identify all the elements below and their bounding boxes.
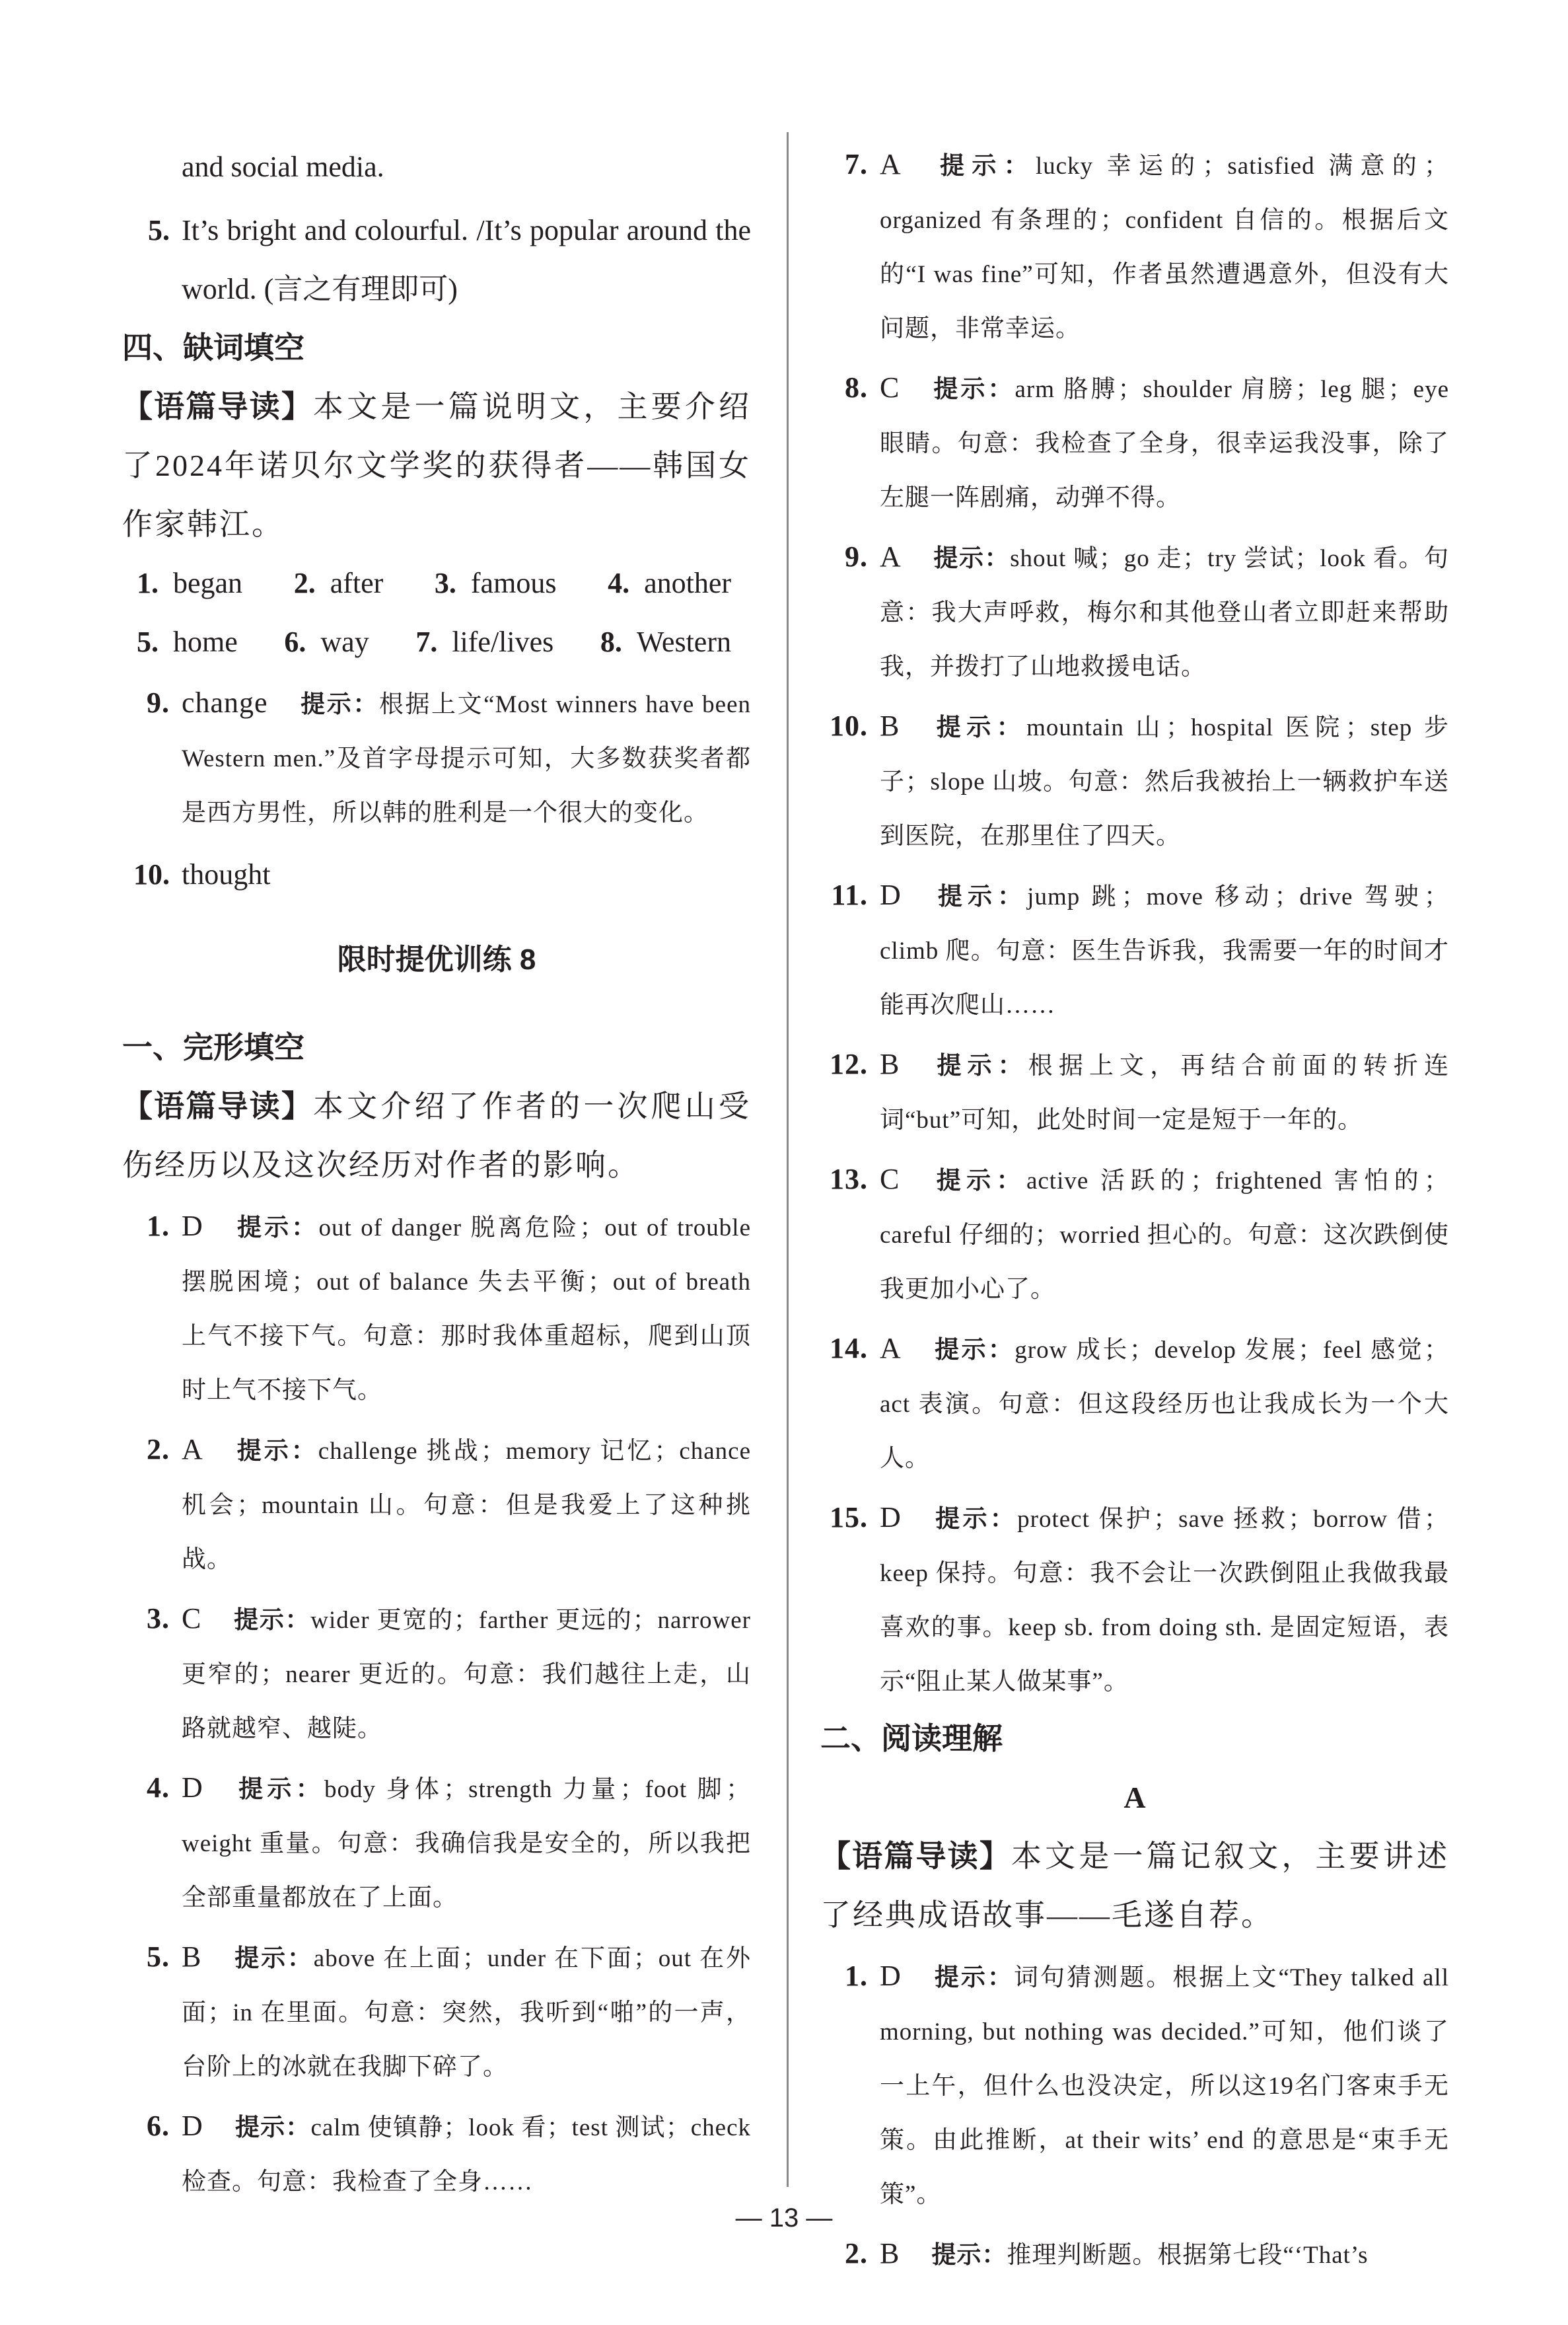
item-answer: C	[880, 371, 900, 404]
answer-item	[820, 1152, 1449, 1317]
hint-text: mountain 山；hospital 医院；step 步子；slope 山坡。句意：然后我被抬上一辆救护车送到医院，在那里住了四天。	[880, 714, 1449, 850]
answer-text: began	[173, 567, 243, 599]
hint-text: active 活跃的；frightened 害怕的；careful 仔细的；worried 担心的。句意：这次跌倒使我更加小心了。	[880, 1167, 1450, 1303]
answer-item	[820, 1037, 1449, 1148]
item-answer: D	[182, 2110, 203, 2142]
item-answer: A	[182, 1433, 203, 1465]
hint-text: calm 使镇静；look 看；test 测试；check 检查。句意：我检查了全身……	[182, 2114, 751, 2196]
answer-item	[820, 699, 1449, 864]
hint-label: 提示：	[931, 1052, 1028, 1079]
answer-word	[137, 612, 238, 671]
item-number: 3.	[147, 1602, 170, 1635]
answer-item	[122, 1199, 751, 1418]
answer-item	[122, 2099, 751, 2209]
section-heading: 一、完形填空	[122, 1030, 304, 1064]
answer-text: way	[320, 626, 369, 658]
hint-label: 提示：	[234, 1214, 319, 1241]
answer-text: after	[330, 567, 384, 599]
answer-text: home	[173, 626, 238, 658]
passage-guide	[122, 377, 751, 554]
guide-text: 本文是一篇记叙文，主要讲述了经典成语故事——毛遂自荐。	[820, 1839, 1450, 1932]
answer-item	[122, 845, 751, 904]
answer-item	[820, 1949, 1449, 2222]
guide-text: 本文介绍了作者的一次爬山受伤经历以及这次经历对作者的影响。	[122, 1089, 752, 1182]
hint-label: 提示：	[933, 152, 1036, 179]
answer-item	[820, 137, 1449, 356]
answer-item	[122, 201, 751, 318]
hint-label: 提示：	[933, 1964, 1014, 1991]
item-number: 6.	[284, 626, 306, 658]
item-number: 5.	[137, 626, 159, 658]
item-number: 1.	[845, 1960, 868, 1992]
hint-label: 提示：	[233, 1944, 314, 1972]
item-answer: D	[182, 1771, 203, 1804]
answer-word	[608, 554, 731, 612]
continuation-text: and social media.	[182, 151, 384, 183]
section-heading: 二、阅读理解	[820, 1721, 1003, 1755]
hint-label: 提示：	[234, 2114, 311, 2141]
item-number: 4.	[147, 1771, 170, 1804]
item-answer: A	[880, 1332, 902, 1364]
answer-item	[122, 1422, 751, 1587]
hint-text: 根据上文，再结合前面的转折连词“but”可知，此处时间一定是短于一年的。	[880, 1052, 1450, 1134]
item-answer: D	[880, 879, 902, 911]
item-answer: D	[880, 1501, 902, 1533]
training-title: 限时提优训练 8	[337, 943, 536, 976]
item-number: 4.	[608, 567, 630, 599]
hint-text: above 在上面；under 在下面；out 在外面；in 在里面。句意：突然，我听到“啪”的一声，台阶上的冰就在我脚下碎了。	[182, 1945, 751, 2081]
item-number: 11.	[831, 879, 868, 911]
item-number: 8.	[600, 626, 622, 658]
answer-item	[122, 1761, 751, 1925]
answer-word	[284, 612, 369, 671]
item-number: 2.	[293, 567, 316, 599]
hint-text: protect 保护；save 拯救；borrow 借；keep 保持。句意：我不会让一次跌倒阻止我做我最喜欢的事。keep sb. from doing sth. 是固定短语，表示“阻止某人做某事”。	[880, 1506, 1449, 1695]
answer-word	[435, 554, 557, 612]
hint-text: arm 胳膊；shoulder 肩膀；leg 腿；eye 眼睛。句意：我检查了全身，很幸运我没事，除了左腿一阵剧痛，动弹不得。	[880, 376, 1450, 511]
item-number: 7.	[415, 626, 438, 658]
item-answer: A	[880, 540, 902, 573]
answers-row	[122, 612, 751, 671]
column-divider	[787, 132, 789, 2187]
section-heading: 四、缺词填空	[122, 330, 304, 365]
left-column	[122, 137, 751, 2209]
hint-label: 提示：	[234, 1437, 318, 1464]
hint-text: lucky 幸运的；satisfied 满意的；organized 有条理的；confident 自信的。根据后文的“I was fine”可知，作者虽然遭遇意外，但没有大问题，非常幸运。	[880, 153, 1449, 342]
guide-label: 【语篇导读】	[122, 1089, 313, 1123]
guide-text: 本文是一篇说明文，主要介绍了2024年诺贝尔文学奖的获得者——韩国女作家韩江。	[122, 390, 752, 541]
hint-text: shout 喊；go 走；try 尝试；look 看。句意：我大声呼救，梅尔和其他登山者立即赶来帮助我，并拨打了山地救援电话。	[880, 545, 1450, 681]
hint-label: 提示：	[931, 375, 1015, 402]
item-answer: C	[182, 1602, 202, 1635]
answer-word	[137, 554, 242, 612]
answer-word	[415, 612, 553, 671]
answer-item	[820, 868, 1449, 1033]
hint-text: out of danger 脱离危险；out of trouble 摆脱困境；out of balance 失去平衡；out of breath 上气不接下气。句意：那时我体重超标，爬到山顶时上气不接下气。	[182, 1214, 752, 1404]
item-number: 10.	[133, 858, 170, 891]
item-number: 12.	[830, 1048, 868, 1080]
item-number: 9.	[147, 686, 170, 719]
item-number: 1.	[137, 567, 159, 599]
answer-text: another	[644, 567, 731, 599]
item-answer: B	[880, 1048, 900, 1080]
hint-label: 提示：	[933, 883, 1028, 910]
item-answer: change	[182, 686, 268, 719]
answer-item	[122, 1930, 751, 2094]
passage-guide	[122, 1077, 751, 1195]
answer-item	[820, 2227, 1449, 2283]
hint-label: 提示：	[933, 1336, 1015, 1363]
answer-text: Western	[636, 626, 731, 658]
answer-word	[294, 554, 384, 612]
item-number: 15.	[830, 1501, 868, 1533]
answer-item	[820, 1491, 1449, 1709]
hint-text: body 身体；strength 力量；foot 脚；weight 重量。句意：我确信我是安全的，所以我把全部重量都放在了上面。	[182, 1776, 751, 1911]
answer-item	[122, 676, 751, 840]
item-number: 6.	[147, 2110, 170, 2142]
passage-guide	[820, 1827, 1449, 1944]
item-text: It’s bright and colourful. /It’s popular around the world. (言之有理即可)	[182, 214, 751, 305]
hint-text: wider 更宽的；farther 更远的；narrower 更窄的；nearer 更近的。句意：我们越往上走，山路就越窄、越陡。	[182, 1607, 751, 1742]
item-number: 13.	[830, 1163, 868, 1195]
item-answer: B	[880, 2237, 900, 2270]
hint-label: 提示：	[931, 1167, 1026, 1194]
answer-text: life/lives	[452, 626, 554, 658]
answer-item	[820, 361, 1449, 525]
item-number: 5.	[148, 214, 170, 246]
page-number: — 13 —	[735, 2203, 833, 2233]
item-answer: D	[182, 1210, 203, 1242]
item-number: 9.	[845, 540, 868, 573]
item-answer: thought	[182, 858, 271, 891]
item-number: 10.	[830, 710, 868, 742]
guide-label: 【语篇导读】	[820, 1839, 1011, 1873]
item-number: 2.	[147, 1433, 170, 1465]
hint-label: 提示：	[933, 1505, 1018, 1532]
hint-text: 推理判断题。根据第七段“‘That’s	[1007, 2242, 1369, 2269]
answer-word	[600, 612, 731, 671]
item-number: 3.	[434, 567, 456, 599]
hint-text: 根据上文“Most winners have been Western men.”及首字母提示可知，大多数获奖者都是西方男性，所以韩的胜利是一个很大的变化。	[182, 691, 751, 827]
item-number: 2.	[845, 2237, 868, 2270]
answer-item	[820, 530, 1449, 694]
item-answer: C	[880, 1163, 900, 1195]
item-number: 1.	[147, 1210, 170, 1242]
right-column	[820, 137, 1449, 2283]
answers-row	[122, 554, 751, 612]
answer-item	[122, 1592, 751, 1756]
hint-label: 提示：	[933, 544, 1011, 572]
passage-label: A	[1123, 1781, 1146, 1814]
guide-label: 【语篇导读】	[122, 389, 313, 424]
hint-label: 提示：	[299, 690, 379, 718]
item-answer: A	[880, 148, 902, 180]
item-answer: B	[880, 710, 900, 742]
hint-text: jump 跳；move 移动；drive 驾驶；climb 爬。句意：医生告诉我，我需要一年的时间才能再次爬山……	[880, 883, 1449, 1019]
item-number: 5.	[147, 1940, 170, 1973]
item-number: 14.	[830, 1332, 868, 1364]
item-answer: B	[182, 1940, 202, 1973]
answer-text: famous	[470, 567, 557, 599]
hint-label: 提示：	[931, 2241, 1007, 2268]
hint-label: 提示：	[931, 714, 1027, 741]
hint-text: grow 成长；develop 发展；feel 感觉；act 表演。句意：但这段经历也让我成长为一个大人。	[880, 1337, 1449, 1472]
hint-text: 词句猜测题。根据上文“They talked all morning, but nothing was decided.”可知，他们谈了一上午，但什么也没决定，所以这19名门客束手无策。由此推断，at their wits’ end 的意思是“束手无策”。	[880, 1964, 1449, 2208]
item-number: 7.	[845, 148, 868, 180]
hint-label: 提示：	[233, 1606, 311, 1633]
hint-label: 提示：	[234, 1775, 324, 1802]
hint-text: challenge 挑战；memory 记忆；chance 机会；mountain 山。句意：但是我爱上了这种挑战。	[182, 1438, 752, 1573]
item-answer: D	[880, 1960, 902, 1992]
answer-item	[820, 1321, 1449, 1486]
item-number: 8.	[845, 371, 868, 404]
